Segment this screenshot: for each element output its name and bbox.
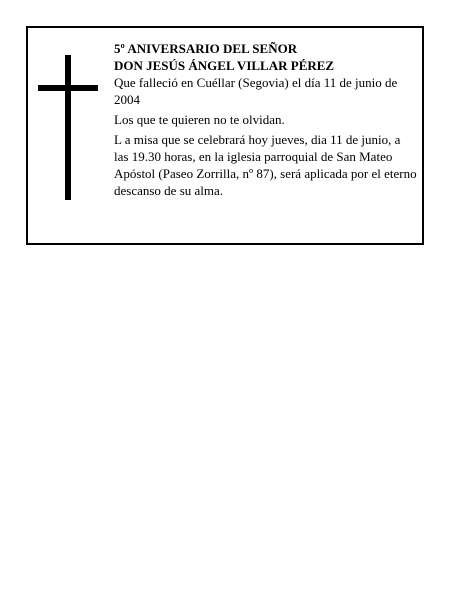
obituary-notice <box>26 26 424 245</box>
cross-vertical-bar <box>65 55 71 200</box>
notice-heading-name: DON JESÚS ÁNGEL VILLAR PÉREZ <box>114 58 335 73</box>
cross-horizontal-bar <box>38 85 98 91</box>
notice-death-info: Que falleció en Cuéllar (Segovia) el día 11 de junio de 2004 <box>114 75 398 107</box>
notice-remembrance: Los que te quieren no te olvidan. <box>114 112 285 127</box>
notice-text <box>114 40 418 202</box>
notice-mass-info: L a misa que se celebrará hoy jueves, dia 11 de junio, a las 19.30 horas, en la iglesia parroquial de San Mateo Apóstol (Paseo Zorrilla, nº 87), será aplicada por el eterno descanso de su alma. <box>114 132 417 198</box>
cross-icon <box>38 55 98 200</box>
notice-heading-anniversary: 5º ANIVERSARIO DEL SEÑOR <box>114 41 298 56</box>
